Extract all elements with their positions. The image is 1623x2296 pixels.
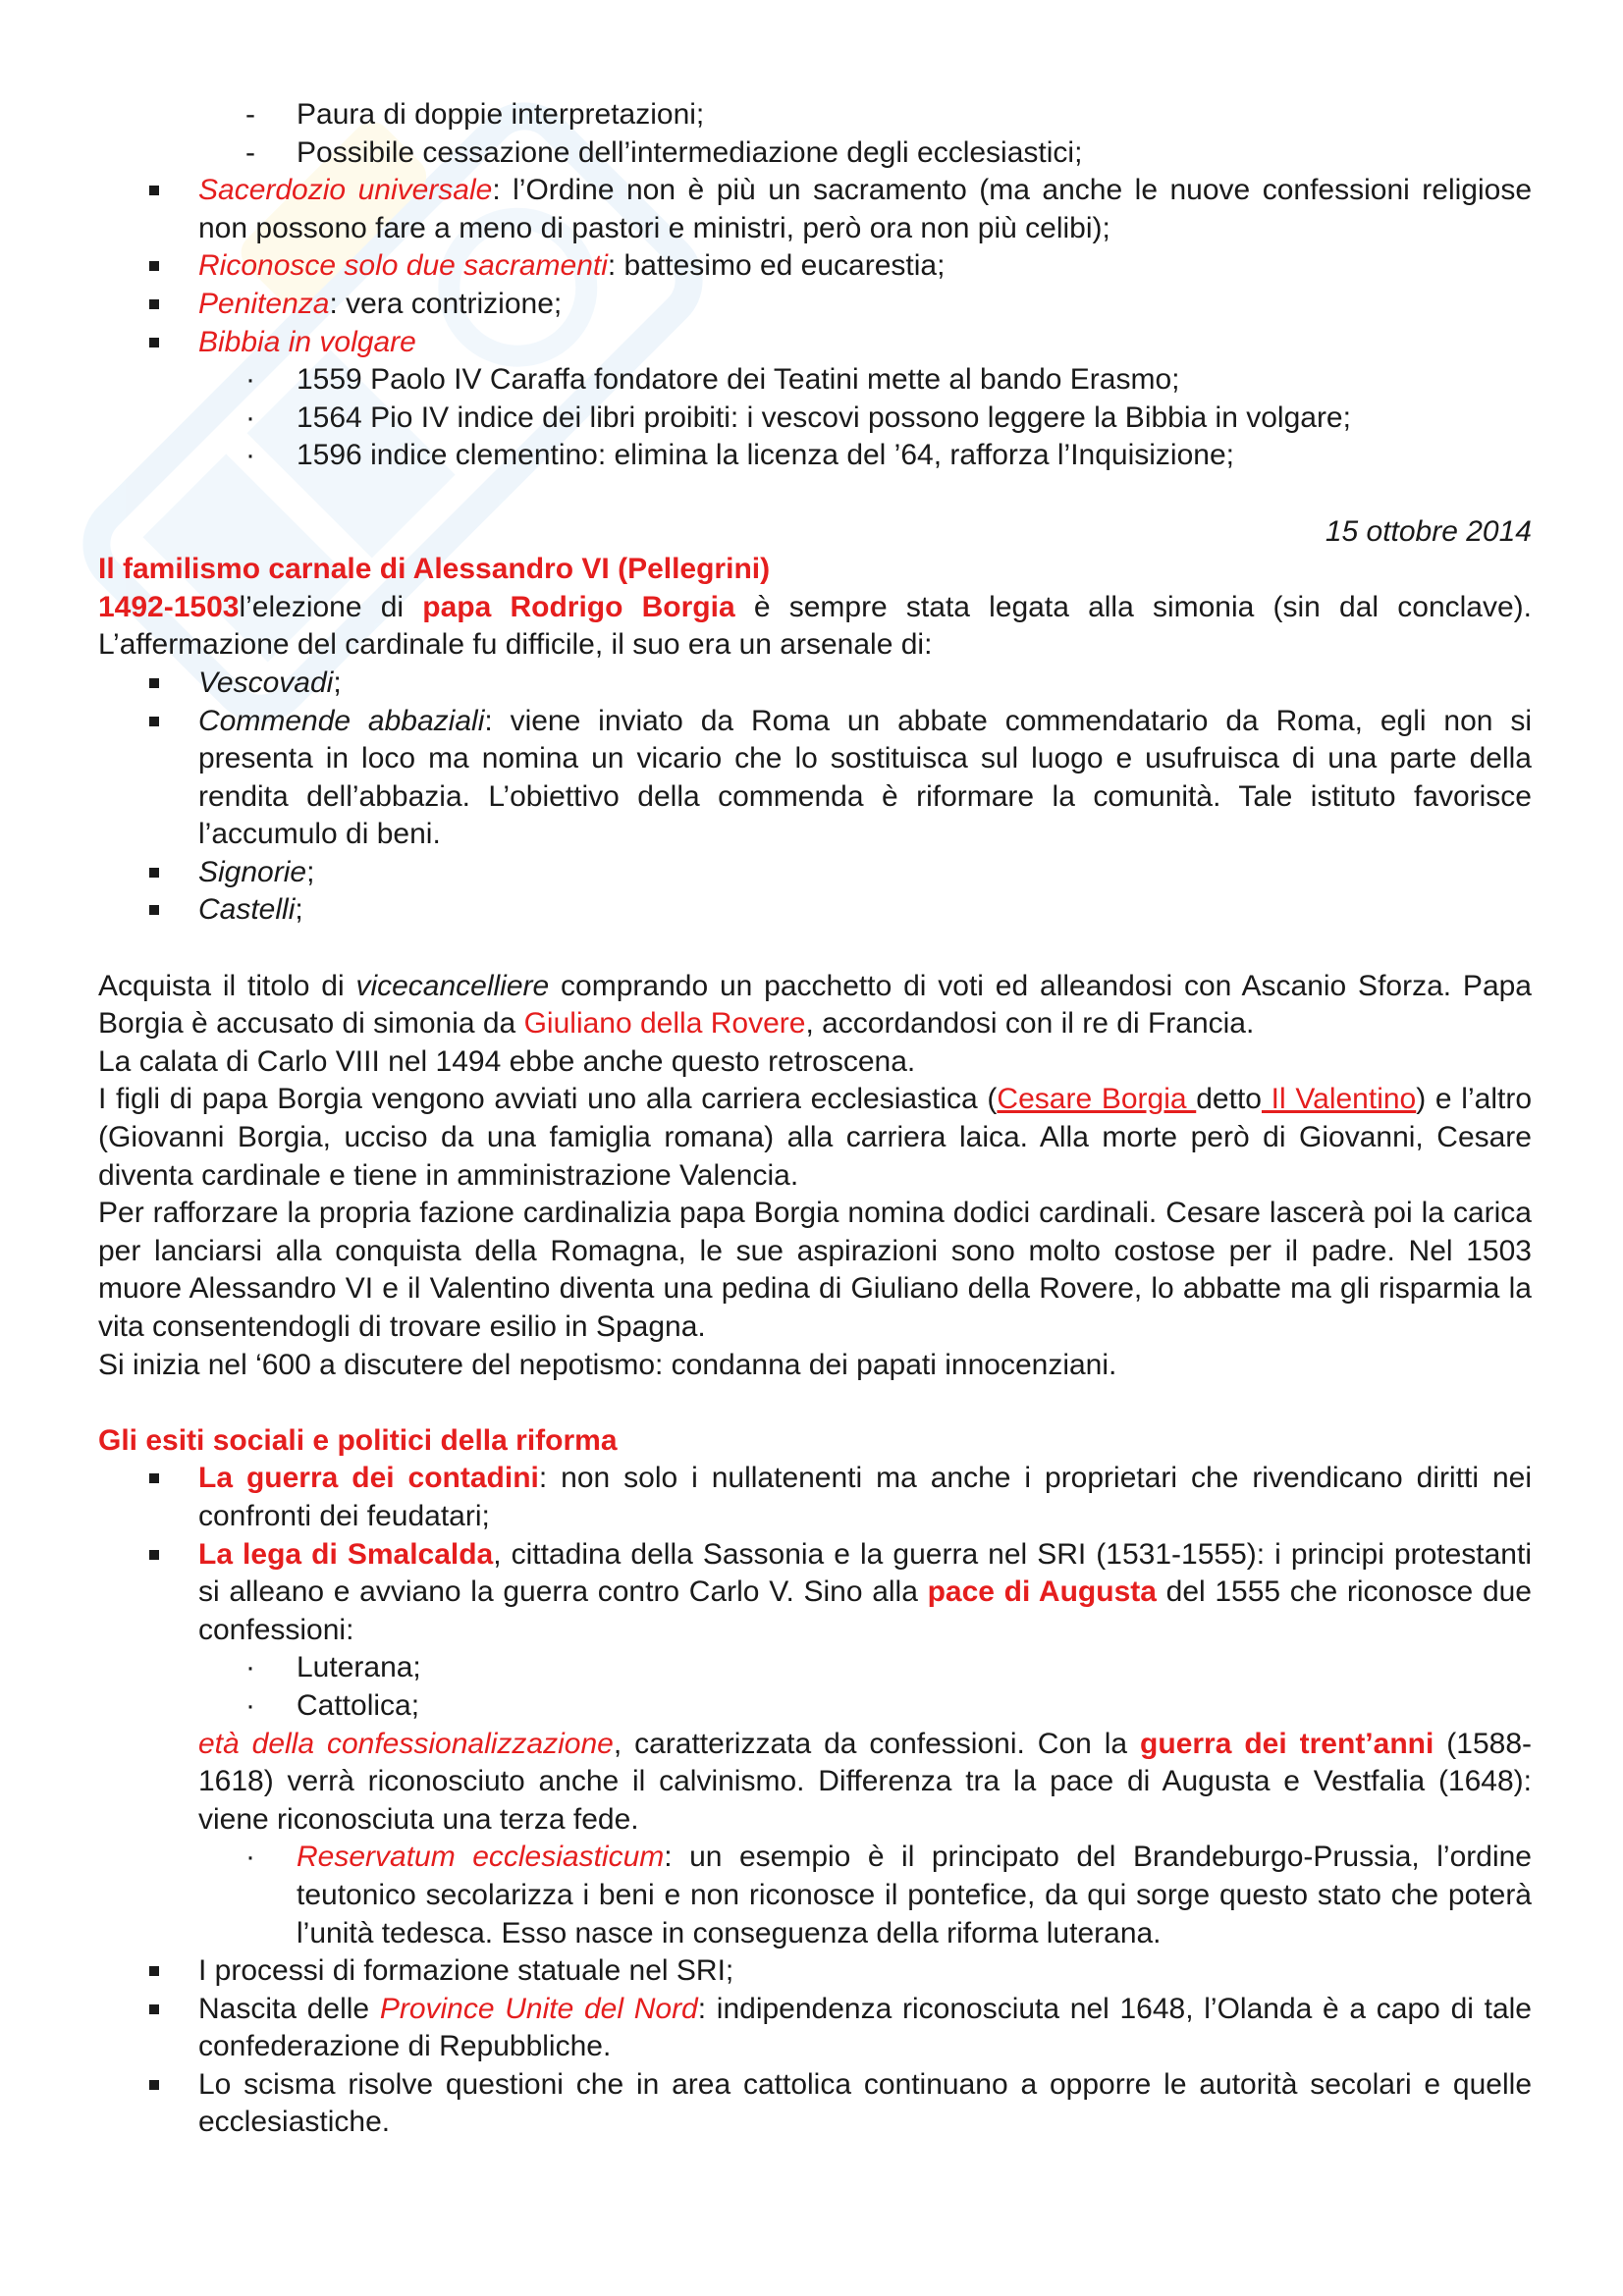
list-item: Nascita delle Province Unite del Nord: indipendenza riconosciuta nel 1648, l’Olanda è a capo di tale confederazione di Repubbliche. [98,1991,1532,2066]
dot-marker: · [245,1841,255,1874]
list-item [98,324,1532,362]
bullet-list-riforma [98,172,1532,361]
dot-marker: · [245,400,255,434]
term-sacerdozio: Sacerdozio universale [198,174,493,207]
reservatum-sublist [98,1839,1532,1952]
list-item: · 1564 Pio IV indice dei libri proibiti: i vescovi possono leggere la Bibbia in volgare; [98,400,1532,438]
list-item: · Reservatum ecclesiasticum: un esempio è il principato del Brandeburgo-Prussia, l’ordine teutonico secolarizza i beni e non riconosce il pontefice, da qui sorge questo stato che poterà l’unità tedesca. Esso nasce in conseguenza della riforma luterana. [245,1841,1532,1949]
bullet-list-esiti [98,1460,1532,1649]
list-item: Signorie; [98,854,1532,892]
bullet-marker [149,1473,159,1483]
term-bibbia: Bibbia in volgare [198,325,416,358]
list-item: Lo scisma risolve questioni che in area cattolica continuano a opporre le autorità secolari e quelle ecclesiastiche. [98,2066,1532,2142]
bullet-list-esiti-cont [98,1952,1532,2142]
list-item: La guerra dei contadini: non solo i nullatenenti ma anche i proprietari che rivendicano diritti nei confronti dei feudatari; [98,1460,1532,1535]
list-item: I processi di formazione statuale nel SRI; [98,1952,1532,1991]
list-item: - Possibile cessazione dell’intermediazione degli ecclesiastici; [98,134,1532,173]
section-title-esiti: Gli esiti sociali e politici della riforma [98,1423,618,1457]
confessioni-sublist [98,1649,1532,1725]
list-item: · 1559 Paolo IV Caraffa fondatore dei Teatini mette al bando Erasmo; [98,361,1532,400]
link-cesare-borgia[interactable]: Cesare Borgia [997,1083,1197,1116]
term-sacramenti: Riconosce solo due sacramenti [198,249,608,283]
bullet-marker [149,299,159,309]
list-item: Riconosce solo due sacramenti: battesimo ed eucarestia; [98,247,1532,286]
paragraph-vicecancelliere: Acquista il titolo di vicecancelliere comprando un pacchetto di voti ed alleandosi con Ascanio Sforza. Papa Borgia è accusato di simonia da Giuliano della Rovere, accordandosi con il re di Francia. [98,969,1532,1041]
bibbia-sublist [98,361,1532,475]
list-item: Vescovadi; [98,665,1532,703]
link-il-valentino[interactable]: Il Valentino [1261,1083,1417,1116]
bullet-marker [149,1966,159,1976]
bullet-list-arsenale [98,665,1532,930]
dash-marker: - [245,135,255,169]
list-item: - Paura di doppie interpretazioni; [98,96,1532,134]
paragraph-cardinali: Per rafforzare la propria fazione cardinalizia papa Borgia nomina dodici cardinali. Cesare lascerà poi la carica per lanciarsi alla conquista della Romagna, le sue aspirazioni sono molto costose per il padre. Nel 1503 muore Alessandro VI e il Valentino diventa una pedina di Giuliano della Rovere, lo abbatte ma gli risparmia la vita consentendogli di trovare esilio in Spagna. [98,1197,1532,1343]
paragraph-confessionalizzazione: età della confessionalizzazione, caratterizzata da confessioni. Con la guerra dei trent’anni (1588-1618) verrà riconosciuto anche il calvinismo. Differenza tra la pace di Augusta e Vestfalia (1648): viene riconosciuta una terza fede. [198,1727,1532,1836]
bullet-marker [149,338,159,347]
lecture-date: 15 ottobre 2014 [1325,514,1532,548]
list-item: · Luterana; [98,1649,1532,1687]
dash-marker: - [245,98,255,131]
dot-marker: · [245,439,255,472]
bullet-marker [149,868,159,878]
bullet-marker [149,678,159,688]
document-page [98,96,1532,2142]
bullet-marker [149,2080,159,2090]
list-item: Commende abbaziali: viene inviato da Roma un abbate commendatario da Roma, egli non si presenta in loco ma nomina un vicario che lo sostituisca sul luogo e usufruisca di una parte della rendita dell’abbazia. L’obiettivo della commenda è riformare la comunità. Tale istituto favorisce l’accumulo di beni. [98,703,1532,854]
list-item: · 1596 indice clementino: elimina la licenza del ’64, rafforza l’Inquisizione; [98,437,1532,475]
section-title-familismo: Il familismo carnale di Alessandro VI (Pellegrini) [98,553,771,586]
list-item: Sacerdozio universale: l’Ordine non è più un sacramento (ma anche le nuove confessioni religiose non possono fare a meno di pastori e ministri, però ora non più celibi); [98,172,1532,247]
bullet-marker [149,186,159,195]
list-item: Castelli; [98,891,1532,930]
list-item: La lega di Smalcalda, cittadina della Sassonia e la guerra nel SRI (1531-1555): i principi protestanti si alleano e avviano la guerra contro Carlo V. Sino alla pace di Augusta del 1555 che riconosce due confessioni: [98,1536,1532,1650]
list-item: · Cattolica; [98,1687,1532,1726]
paragraph-carlo-viii: La calata di Carlo VIII nel 1494 ebbe anche questo retroscena. [98,1044,916,1078]
bullet-marker [149,261,159,271]
dash-list [98,96,1532,172]
list-item: Penitenza: vera contrizione; [98,286,1532,324]
paragraph-figli: I figli di papa Borgia vengono avviati uno alla carriera ecclesiastica (Cesare Borgia detto Il Valentino) e l’altro (Giovanni Borgia, ucciso da una famiglia romana) alla carriera laica. Alla morte però di Giovanni, Cesare diventa cardinale e tiene in amministrazione Valencia. [98,1083,1532,1192]
paragraph-intro: 1492-1503l’elezione di papa Rodrigo Borgia è sempre stata legata alla simonia (sin dal conclave). L’affermazione del cardinale fu difficile, il suo era un arsenale di: [98,590,1532,662]
bullet-marker [149,2004,159,2014]
bullet-marker [149,1550,159,1560]
dot-marker: · [245,1688,255,1722]
bullet-marker [149,717,159,726]
bullet-marker [149,905,159,915]
term-penitenza: Penitenza [198,287,330,320]
dot-marker: · [245,363,255,397]
dot-marker: · [245,1651,255,1684]
paragraph-nepotismo: Si inizia nel ‘600 a discutere del nepotismo: condanna dei papati innocenziani. [98,1348,1117,1381]
